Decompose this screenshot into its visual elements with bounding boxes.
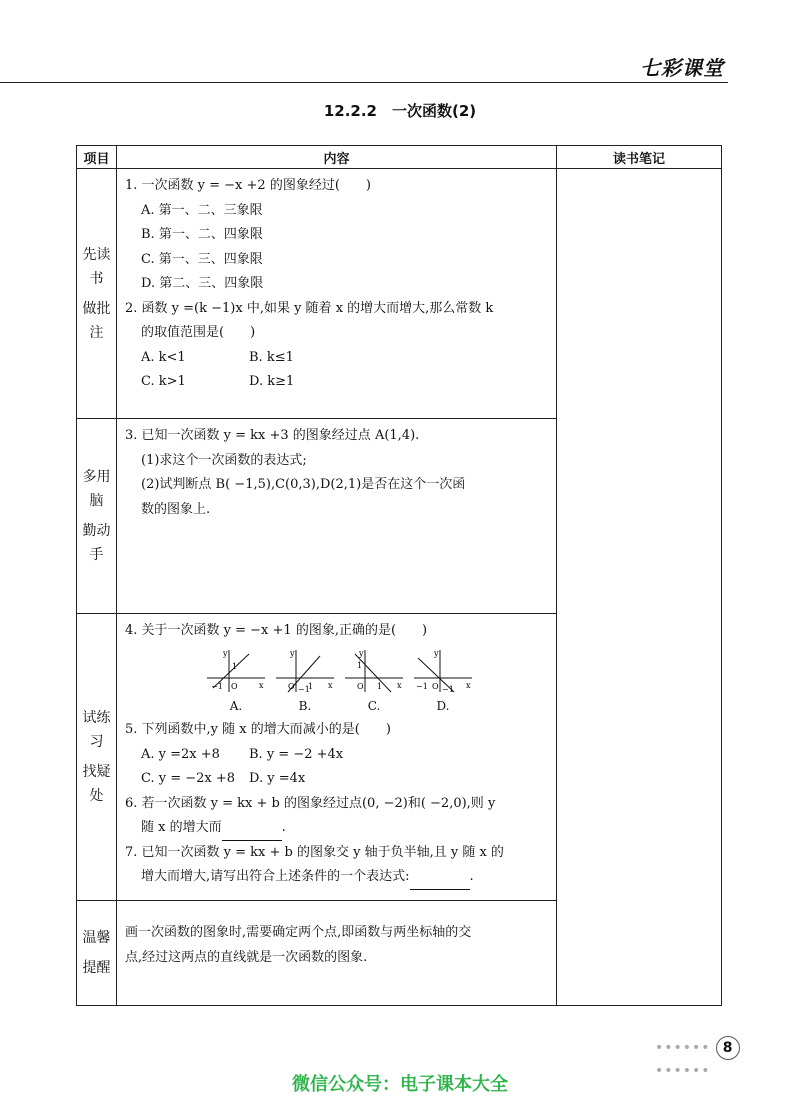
q1-option-b: B. 第一、二、四象限 — [141, 227, 263, 242]
category-label: 提醒 — [82, 960, 111, 976]
graph-option-d — [412, 648, 474, 719]
q6-text: 随 x 的增大而 — [141, 820, 222, 835]
svg-text:O: O — [231, 681, 238, 691]
q2-option-d: D. k≥1 — [249, 374, 295, 389]
graph-label-b: B. — [298, 698, 312, 713]
category-think — [77, 419, 117, 614]
category-label: 做批注 — [82, 300, 111, 341]
study-table — [76, 145, 722, 1006]
svg-text:−1: −1 — [442, 684, 454, 694]
svg-text:−1: −1 — [416, 681, 428, 691]
col-header-notes: 读书笔记 — [557, 146, 722, 169]
category-label: 试练习 — [82, 710, 111, 750]
content-practice — [117, 614, 557, 901]
svg-text:y: y — [434, 648, 439, 658]
category-label: 多用脑 — [82, 469, 111, 509]
svg-text:1: 1 — [357, 660, 363, 670]
q7-answer-blank[interactable] — [410, 875, 470, 890]
svg-text:y: y — [223, 648, 228, 658]
category-label: 勤动手 — [82, 523, 111, 563]
q5-option-a: A. y =2x +8 — [141, 746, 220, 762]
svg-text:1: 1 — [377, 681, 383, 691]
question-7: 7. 已知一次函数 y = kx + b 的图象交 y 轴于负半轴,且 y 随 x 的 — [125, 844, 504, 860]
q2-option-a: A. k<1 — [141, 349, 186, 365]
graph-a-plot — [205, 648, 267, 694]
col-header-content: 内容 — [117, 146, 557, 169]
q1-option-a: A. 第一、二、三象限 — [141, 202, 263, 218]
page-number: 8 — [716, 1036, 740, 1060]
q6-period: . — [281, 820, 286, 835]
content-tip — [117, 901, 557, 1006]
page-dots-left: •••••• — [655, 1040, 711, 1056]
svg-text:x: x — [466, 680, 471, 690]
brand-logo: 七彩课堂 — [640, 56, 724, 80]
svg-text:O: O — [432, 681, 439, 691]
question-3: 3. 已知一次函数 y = kx +3 的图象经过点 A(1,4). — [125, 428, 420, 443]
svg-text:O: O — [357, 681, 364, 691]
svg-text:y: y — [290, 648, 295, 658]
notes-column — [557, 169, 722, 1006]
tip-line-1: 画一次函数的图象时,需要确定两个点,即函数与两坐标轴的交 — [125, 925, 472, 940]
graph-b-plot — [274, 648, 336, 694]
page-dots-right: •••••• — [655, 1062, 711, 1079]
svg-text:y: y — [359, 648, 364, 658]
q5-option-b: B. y = −2 +4x — [249, 746, 344, 762]
graph-label-a: A. — [229, 698, 243, 713]
category-label: 先读书 — [82, 246, 111, 287]
q2-option-c: C. k>1 — [141, 374, 186, 389]
q6-answer-blank[interactable] — [222, 826, 282, 841]
content-read — [117, 169, 557, 419]
graph-label-c: C. — [367, 698, 381, 713]
page-title: 12.2.2 一次函数(2) — [323, 102, 477, 120]
question-6: 6. 若一次函数 y = kx + b 的图象经过点(0, −2)和( −2,0),则 y — [125, 795, 496, 811]
graph-option-c — [343, 648, 405, 719]
header-rule — [0, 82, 728, 83]
graph-option-b — [274, 648, 336, 719]
q1-option-d: D. 第二、三、四象限 — [141, 276, 264, 291]
svg-text:−1: −1 — [211, 681, 223, 691]
svg-text:O: O — [288, 681, 295, 691]
question-1: 1. 一次函数 y = −x +2 的图象经过( ) — [125, 178, 371, 193]
q3-part-1: (1)求这个一次函数的表达式; — [141, 452, 307, 468]
svg-text:1: 1 — [232, 661, 238, 671]
question-7-cont — [141, 865, 548, 890]
graph-c-plot — [343, 648, 405, 694]
graph-d-plot — [412, 648, 474, 694]
q5-option-c: C. y = −2x +8 — [141, 771, 236, 786]
q3-part-2-cont: 数的图象上. — [141, 501, 211, 517]
category-read — [77, 169, 117, 419]
q2-option-b: B. k≤1 — [249, 349, 294, 365]
q7-text: 增大而增大,请写出符合上述条件的一个表达式: — [141, 869, 410, 884]
svg-text:1: 1 — [308, 681, 314, 691]
graph-label-d: D. — [436, 698, 450, 713]
col-header-item: 项目 — [77, 146, 117, 169]
svg-text:x: x — [259, 680, 264, 690]
graph-option-a — [205, 648, 267, 719]
svg-text:x: x — [397, 680, 402, 690]
question-6-cont — [141, 816, 548, 841]
category-practice — [77, 614, 117, 901]
category-label: 温馨 — [82, 930, 111, 946]
tip-line-2: 点,经过这两点的直线就是一次函数的图象. — [125, 949, 368, 965]
category-tip — [77, 901, 117, 1006]
svg-text:−1: −1 — [298, 684, 310, 694]
svg-text:x: x — [328, 680, 333, 690]
watermark: 微信公众号：电子课本大全 — [292, 1074, 508, 1095]
question-5: 5. 下列函数中,y 随 x 的增大而减小的是( ) — [125, 722, 391, 737]
q3-part-2: (2)试判断点 B( −1,5),C(0,3),D(2,1)是否在这个一次函 — [141, 477, 466, 492]
question-2-cont: 的取值范围是( ) — [141, 325, 256, 340]
question-4: 4. 关于一次函数 y = −x +1 的图象,正确的是( ) — [125, 623, 428, 638]
category-label: 找疑处 — [82, 764, 111, 804]
q5-option-d: D. y =4x — [249, 771, 306, 786]
q7-period: . — [469, 869, 474, 884]
content-think — [117, 419, 557, 614]
q4-graph-options — [205, 648, 548, 719]
q1-option-c: C. 第一、三、四象限 — [141, 251, 263, 267]
question-2: 2. 函数 y =(k −1)x 中,如果 y 随着 x 的增大而增大,那么常数 k — [125, 300, 494, 316]
